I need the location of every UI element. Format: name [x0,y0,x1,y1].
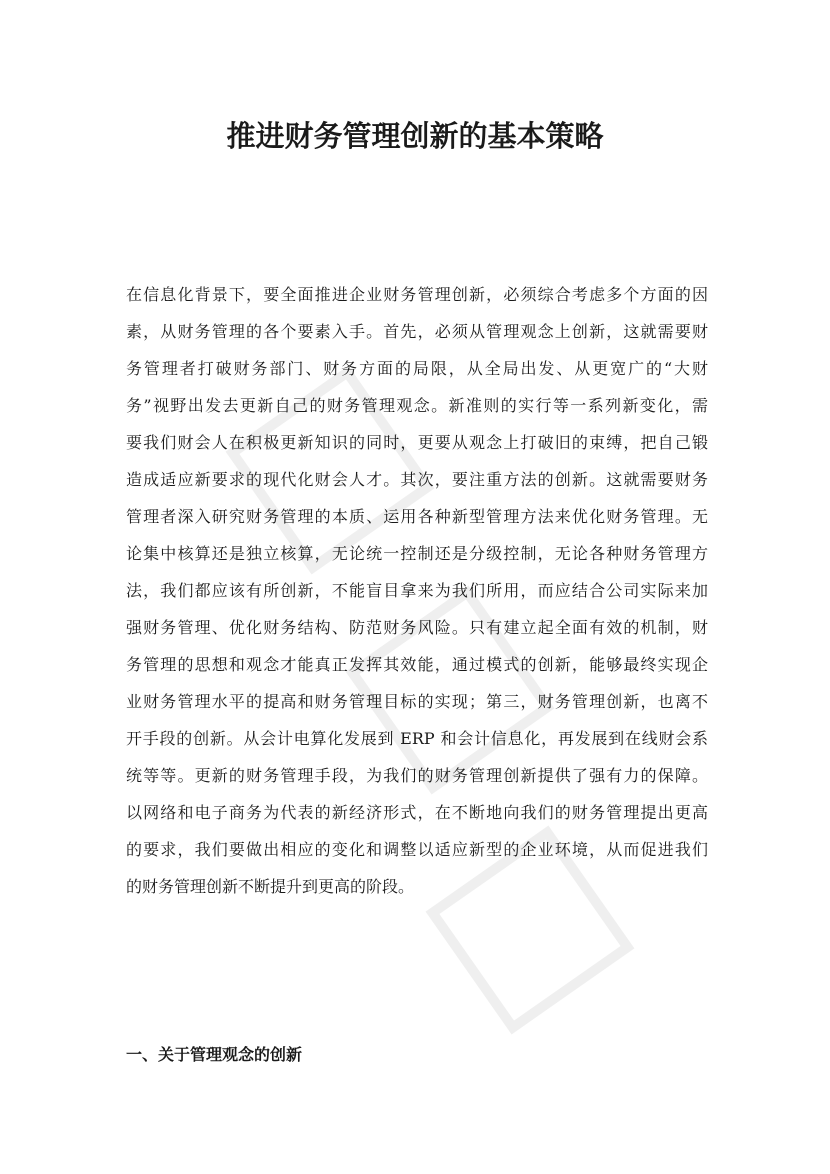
document-title: 推进财务管理创新的基本策略 [226,119,604,153]
body-line: 业财务管理水平的提高和财务管理目标的实现；第三，财务管理创新，也离不 [126,692,708,711]
body-line: 的要求，我们要做出相应的变化和调整以适应新型的企业环境，从而促进我们 [126,840,708,859]
body-line: 法，我们都应该有所创新，不能盲目拿来为我们所用，而应结合公司实际来加 [126,581,708,600]
body-line: 强财务管理、优化财务结构、防范财务风险。只有建立起全面有效的机制，财 [126,618,708,637]
body-line: 务管理者打破财务部门、财务方面的局限，从全局出发、从更宽广的“大财 [126,359,708,378]
body-line: 务管理的思想和观念才能真正发挥其效能，通过模式的创新，能够最终实现企 [126,655,708,674]
body-line: 论集中核算还是独立核算，无论统一控制还是分级控制，无论各种财务管理方 [126,544,708,563]
section-heading: 一、关于管理观念的创新 [126,1045,303,1064]
body-line: 素，从财务管理的各个要素入手。首先，必须从管理观念上创新，这就需要财 [126,322,708,341]
body-line: 统等等。更新的财务管理手段，为我们的财务管理创新提供了强有力的保障。 [126,766,708,785]
body-line: 造成适应新要求的现代化财会人才。其次，要注重方法的创新。这就需要财务 [126,470,708,489]
body-line: 要我们财会人在积极更新知识的同时，更要从观念上打破旧的束缚，把自己锻 [126,433,708,452]
body-line: 以网络和电子商务为代表的新经济形式，在不断地向我们的财务管理提出更高 [126,803,708,822]
body-line: 开手段的创新。从会计电算化发展到 ERP 和会计信息化，再发展到在线财会系 [126,729,708,748]
body-line: 务”视野出发去更新自己的财务管理观念。新准则的实行等一系列新变化，需 [126,396,708,415]
body-line: 管理者深入研究财务管理的本质、运用各种新型管理方法来优化财务管理。无 [126,507,708,526]
body-line: 在信息化背景下，要全面推进企业财务管理创新，必须综合考虑多个方面的因 [126,285,708,304]
body-paragraph [126,276,708,905]
body-line: 的财务管理创新不断提升到更高的阶段。 [126,877,415,896]
